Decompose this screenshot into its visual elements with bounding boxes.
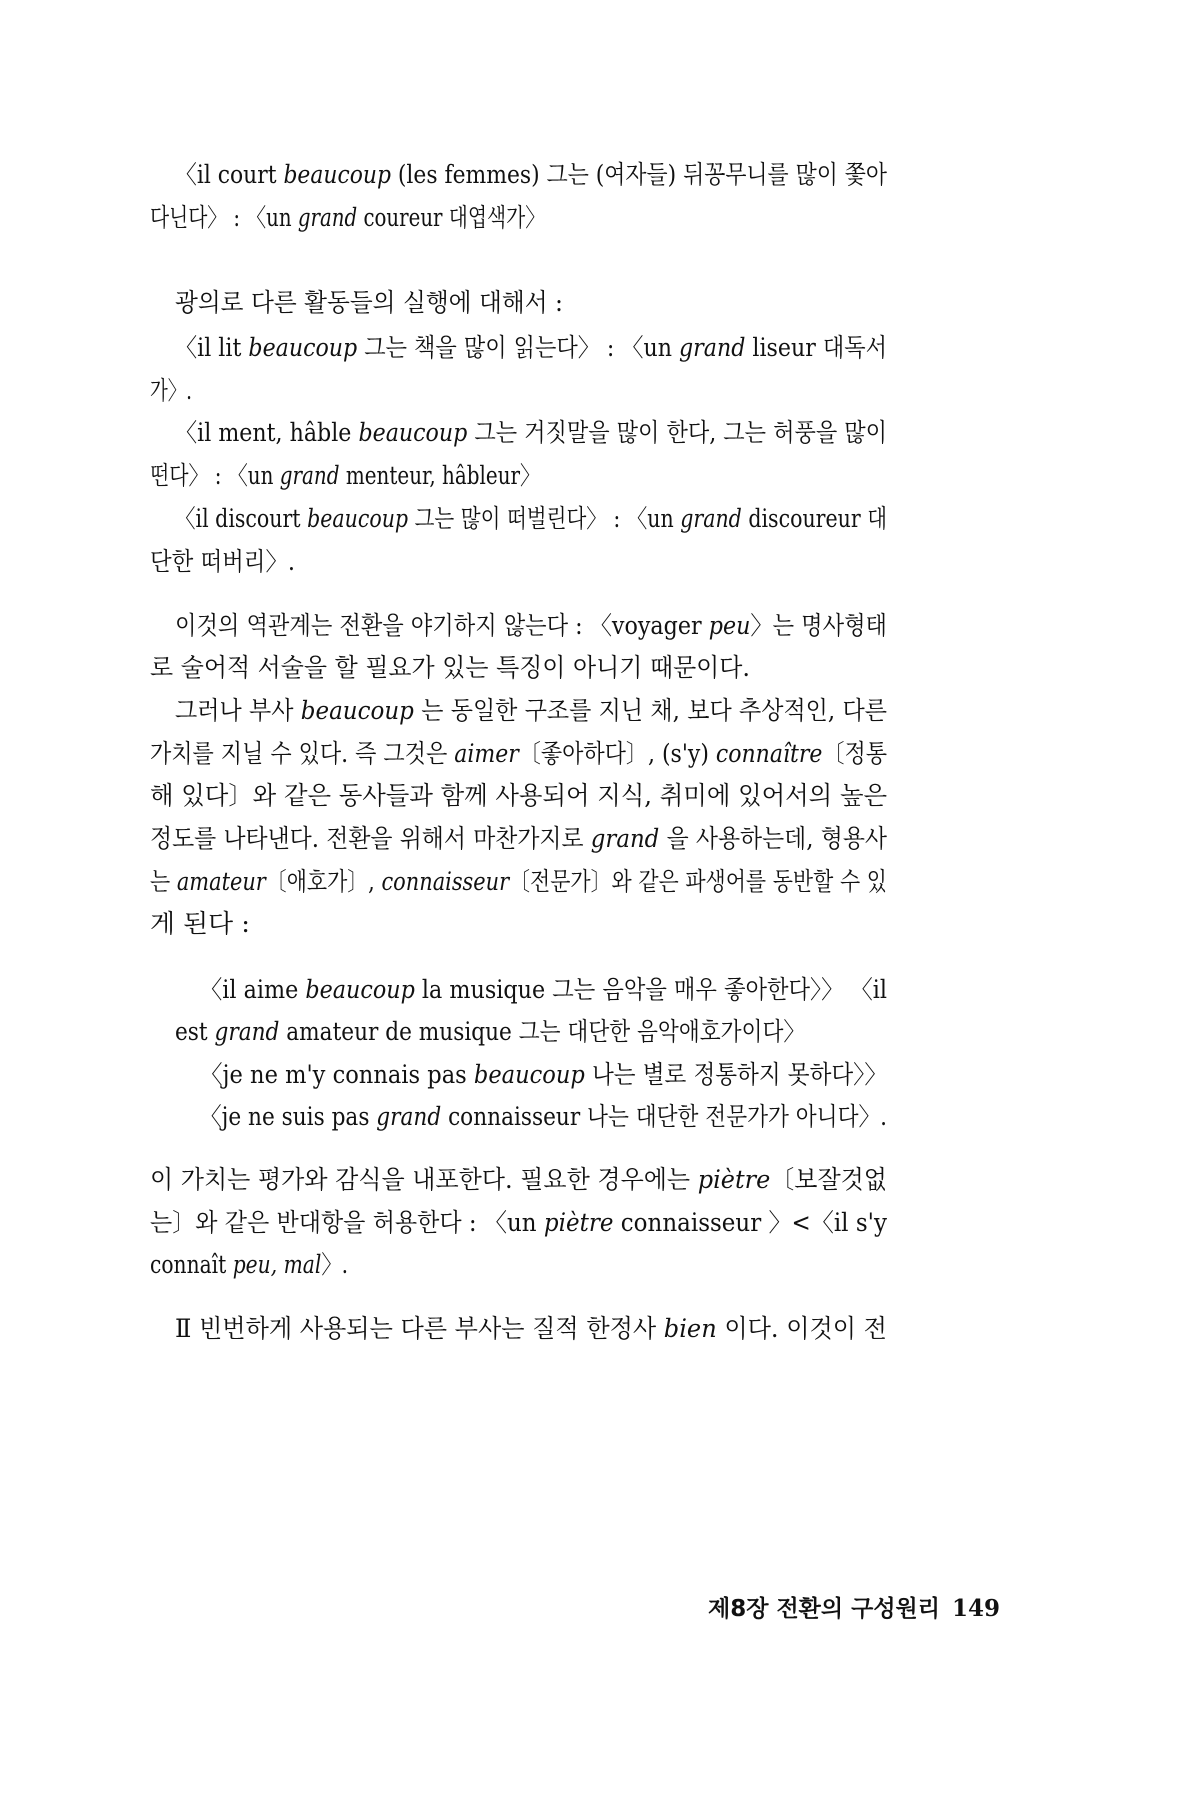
italic-term: beaucoup: [305, 975, 415, 1004]
text-line: [0, 613, 1200, 643]
text-segment: 나는 별로 정통하지 못하다〉〉: [584, 1060, 887, 1089]
text-line: [0, 1062, 1200, 1092]
running-footer: [708, 1590, 1000, 1623]
text-line: [0, 1104, 1200, 1134]
text-segment: coureur 대엽색가〉: [357, 203, 545, 232]
text-segment: liseur 대독서: [745, 333, 887, 362]
italic-term: grand: [679, 333, 746, 362]
text-segment: 단한 떠버리〉.: [150, 547, 296, 576]
text-line-content: [175, 420, 887, 445]
text-line-content: [175, 506, 887, 531]
italic-term: piètre: [543, 1208, 614, 1237]
text-line: [0, 1167, 1200, 1197]
text-line: [0, 162, 1200, 192]
text-line: [0, 741, 1200, 771]
text-line-content: [175, 613, 887, 638]
italic-term: beaucoup: [300, 696, 414, 725]
text-segment: 을 사용하는데, 형용사: [659, 824, 887, 853]
text-line: [0, 826, 1200, 856]
text-line-content: [150, 549, 295, 574]
text-segment: connaisseur 나는 대단한 전문가가 아니다〉.: [441, 1102, 888, 1131]
text-line: [0, 463, 1200, 493]
text-line-content: [175, 1316, 887, 1341]
italic-term: amateur: [176, 867, 266, 896]
text-segment: 해 있다〕와 같은 동사들과 함께 사용되어 지식, 취미에 있어서의 높은: [150, 781, 888, 810]
text-segment: 다닌다〉 : 〈un: [150, 203, 298, 232]
text-line: [0, 378, 1200, 408]
text-segment: 로 술어적 서술을 할 필요가 있는 특징이 아니기 때문이다.: [150, 653, 751, 682]
text-line: [0, 911, 1200, 941]
text-segment: connaît: [150, 1250, 233, 1279]
text-line-content: [150, 463, 540, 488]
text-segment: 떤다〉 : 〈un: [150, 461, 280, 490]
text-segment: 가〉.: [150, 376, 192, 405]
text-line-content: [150, 655, 750, 680]
italic-term: grand: [376, 1102, 442, 1131]
text-line: [0, 698, 1200, 728]
text-line: [0, 1019, 1200, 1049]
text-line: [0, 549, 1200, 579]
text-segment: amateur de musique 그는 대단한 음악애호가이다〉: [279, 1017, 806, 1046]
text-segment: 그러나 부사: [175, 696, 301, 725]
text-segment: 그는 거짓말을 많이 한다, 그는 허풍을 많이: [467, 418, 888, 447]
text-segment: 는: [150, 867, 177, 896]
text-line-content: [175, 698, 887, 723]
text-segment: 그는 책을 많이 읽는다〉 : 〈un: [357, 333, 680, 362]
text-segment: 이것의 역관계는 전환을 야기하지 않는다 : 〈voyager: [175, 611, 709, 640]
italic-term: peu, mal: [232, 1250, 322, 1279]
text-line-content: [150, 378, 192, 403]
italic-term: beaucoup: [358, 418, 468, 447]
text-segment: Ⅱ 빈번하게 사용되는 다른 부사는 질적 한정사: [175, 1314, 664, 1343]
text-segment: 〈je ne suis pas: [200, 1102, 377, 1131]
text-segment: 〉.: [321, 1250, 349, 1279]
text-line: [0, 420, 1200, 450]
italic-term: beaucoup: [283, 160, 391, 189]
italic-term: connaître: [715, 739, 823, 768]
text-line: [0, 205, 1200, 235]
text-line-content: [175, 162, 887, 187]
text-segment: 는〕와 같은 반대항을 허용한다 : 〈un: [150, 1208, 544, 1237]
text-segment: 〈je ne m'y connais pas: [200, 1060, 474, 1089]
text-segment: 〈il aime: [200, 975, 306, 1004]
text-segment: 그는 많이 떠벌린다〉 : 〈un: [408, 504, 681, 533]
text-line: [0, 290, 1200, 320]
text-segment: 〔정통: [822, 739, 888, 768]
text-segment: 〉는 명사형태: [750, 611, 888, 640]
text-line-content: [150, 205, 545, 230]
text-segment: 〈il lit: [175, 333, 249, 362]
italic-term: beaucoup: [248, 333, 358, 362]
text-line: [0, 335, 1200, 365]
text-line-content: [150, 869, 887, 894]
text-line-content: [150, 741, 887, 766]
text-segment: 〔좋아하다〕, (s'y): [518, 739, 716, 768]
text-line-content: [175, 290, 563, 315]
italic-term: grand: [590, 824, 660, 853]
text-segment: (les femmes) 그는 (여자들) 뒤꽁무니를 많이 쫓아: [390, 160, 888, 189]
text-line-content: [150, 1252, 348, 1277]
text-line-content: [200, 1104, 887, 1129]
text-line-content: [150, 911, 250, 936]
text-line-content: [175, 1019, 805, 1044]
text-segment: 〈il discourt: [175, 504, 308, 533]
text-segment: 가치를 지닐 수 있다. 즉 그것은: [150, 739, 455, 768]
text-segment: 〈il court: [175, 160, 284, 189]
text-segment: 게 된다 :: [150, 909, 251, 938]
text-segment: connaisseur 〉<〈il s'y: [613, 1208, 887, 1237]
text-segment: 〔애호가〕,: [265, 867, 382, 896]
italic-term: grand: [680, 504, 742, 533]
text-line: [0, 1316, 1200, 1346]
text-line-content: [175, 335, 887, 360]
text-segment: 광의로 다른 활동들의 실행에 대해서 :: [175, 288, 564, 317]
text-line: [0, 783, 1200, 813]
text-segment: 이 가치는 평가와 감식을 내포한다. 필요한 경우에는: [150, 1165, 698, 1194]
italic-term: grand: [214, 1017, 280, 1046]
text-segment: 〈il ment, hâble: [175, 418, 359, 447]
text-segment: 이다. 이것이 전: [716, 1314, 887, 1343]
italic-term: beaucoup: [307, 504, 409, 533]
italic-term: peu: [708, 611, 751, 640]
text-line-content: [150, 826, 887, 851]
text-segment: 는 동일한 구조를 지닌 채, 보다 추상적인, 다른: [413, 696, 887, 725]
text-line: [0, 1210, 1200, 1240]
text-segment: 〔전문가〕와 같은 파생어를 동반할 수 있: [509, 867, 887, 896]
text-segment: la musique 그는 음악을 매우 좋아한다〉〉 〈il: [414, 975, 887, 1004]
italic-term: grand: [297, 203, 358, 232]
text-line: [0, 977, 1200, 1007]
text-segment: menteur, hâbleur〉: [339, 461, 540, 490]
text-segment: 정도를 나타낸다. 전환을 위해서 마찬가지로: [150, 824, 591, 853]
text-segment: discoureur 대: [741, 504, 888, 533]
text-line-content: [150, 783, 887, 808]
text-line-content: [200, 977, 887, 1002]
text-segment: 〔보잘것없: [770, 1165, 887, 1194]
text-line: [0, 655, 1200, 685]
italic-term: piètre: [697, 1165, 771, 1194]
chapter-title: 제8장 전환의 구성원리: [708, 1596, 940, 1622]
text-line-content: [150, 1167, 887, 1192]
text-line-content: [200, 1062, 887, 1087]
italic-term: aimer: [454, 739, 519, 768]
text-line: [0, 1252, 1200, 1282]
italic-term: beaucoup: [473, 1060, 585, 1089]
text-line: [0, 869, 1200, 899]
italic-term: grand: [279, 461, 340, 490]
text-line-content: [150, 1210, 887, 1235]
page-number: 149: [951, 1595, 1000, 1622]
italic-term: connaisseur: [381, 867, 510, 896]
italic-term: bien: [663, 1314, 717, 1343]
text-segment: est: [175, 1017, 215, 1046]
text-line: [0, 506, 1200, 536]
